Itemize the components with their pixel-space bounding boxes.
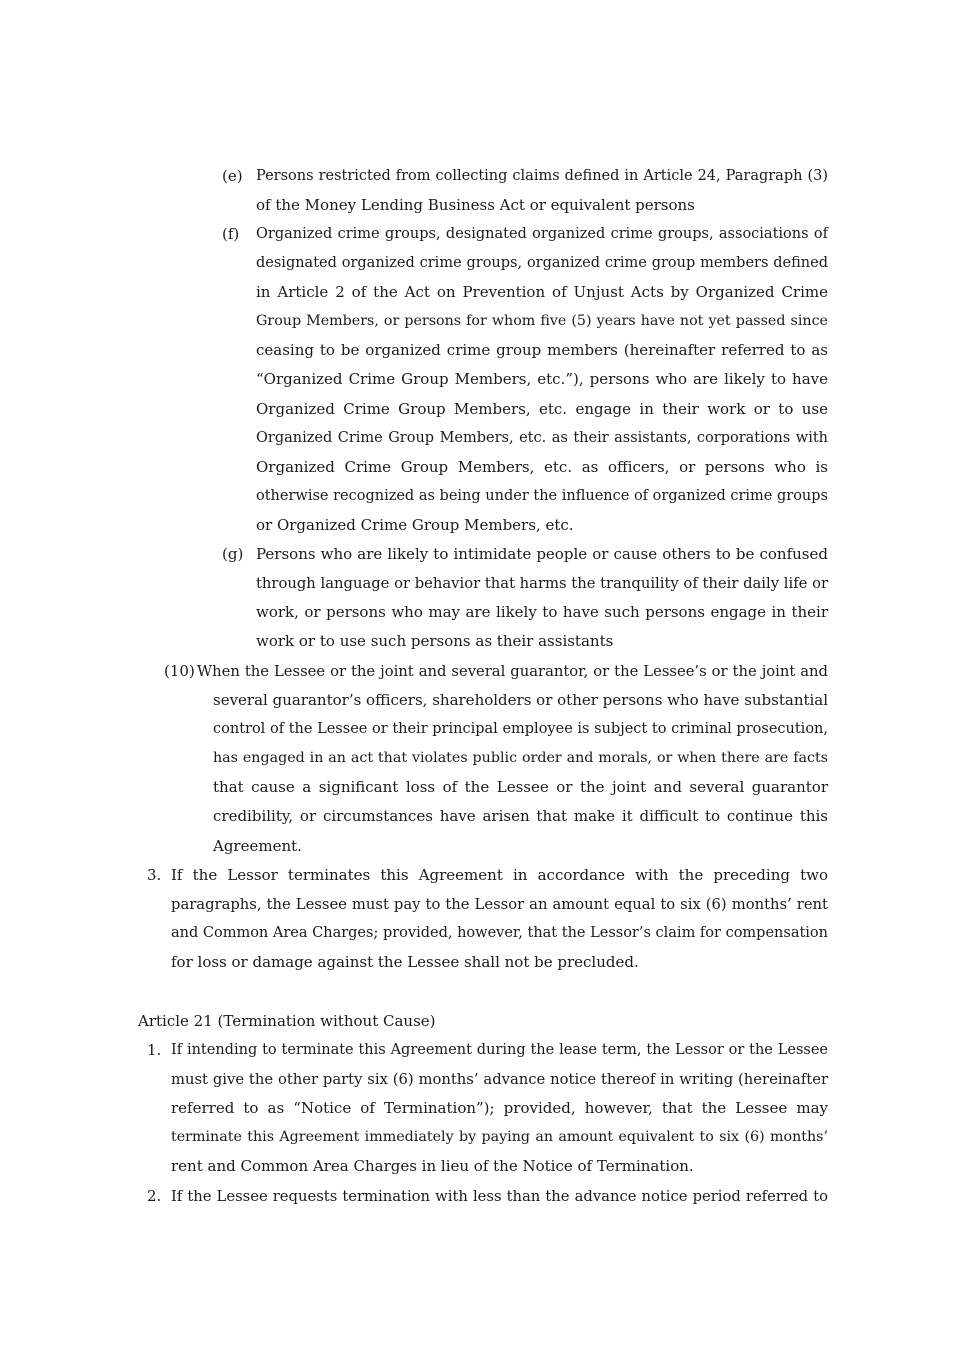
article-item-marker-1: 1. bbox=[147, 1041, 162, 1059]
item-10-text bbox=[197, 657, 829, 861]
text-line: terminate this Agreement immediately by paying an amount equivalent to six (6) months’ bbox=[171, 1129, 828, 1146]
text-line: work or to use such persons as their assistants bbox=[256, 632, 614, 651]
text-line: that cause a significant loss of the Lessee or the joint and several guarantor bbox=[213, 778, 828, 797]
article-item-1-text bbox=[171, 1036, 828, 1181]
article-heading: Article 21 (Termination without Cause) bbox=[138, 1012, 436, 1030]
text-line: Organized Crime Group Members, etc. as their assistants, corporations with bbox=[256, 429, 828, 446]
text-line: must give the other party six (6) months’ advance notice thereof in writing (hereinafter bbox=[171, 1071, 828, 1089]
text-line: Group Members, or persons for whom five (5) years have not yet passed since bbox=[256, 313, 828, 330]
text-line: work, or persons who may are likely to have such persons engage in their bbox=[256, 603, 828, 622]
text-line: Organized Crime Group Members, etc. as officers, or persons who is bbox=[256, 457, 828, 476]
text-line: and Common Area Charges; provided, however, that the Lessor’s claim for compensation bbox=[171, 925, 828, 942]
item-marker-3: 3. bbox=[147, 866, 162, 884]
text-line: Persons who are likely to intimidate people or cause others to be confused bbox=[256, 545, 828, 563]
item-marker-10: (10) bbox=[164, 662, 195, 680]
item-marker-f: (f) bbox=[222, 225, 240, 243]
text-line: If the Lessee requests termination with less than the advance notice period referred to bbox=[171, 1188, 828, 1205]
item-f-text bbox=[256, 220, 828, 540]
text-line: rent and Common Area Charges in lieu of the Notice of Termination. bbox=[171, 1157, 694, 1176]
text-line: If intending to terminate this Agreement during the lease term, the Lessor or the Lessee bbox=[171, 1042, 828, 1058]
text-line: control of the Lessee or their principal employee is subject to criminal prosecution, bbox=[213, 721, 828, 738]
text-line: credibility, or circumstances have arisen that make it difficult to continue this bbox=[213, 807, 828, 826]
item-3-text bbox=[171, 861, 828, 977]
text-line: Agreement. bbox=[213, 836, 302, 855]
text-line: for loss or damage against the Lessee shall not be precluded. bbox=[171, 953, 639, 972]
article-item-2-text bbox=[171, 1182, 828, 1211]
text-line: “Organized Crime Group Members, etc.”), persons who are likely to have bbox=[256, 370, 828, 389]
item-g-text bbox=[256, 540, 828, 656]
article-item-marker-2: 2. bbox=[147, 1187, 162, 1205]
text-line: of the Money Lending Business Act or equivalent persons bbox=[256, 196, 695, 215]
text-line: Organized Crime Group Members, etc. engage in their work or to use bbox=[256, 399, 828, 418]
text-line: through language or behavior that harms the tranquility of their daily life or bbox=[256, 575, 829, 593]
text-line: has engaged in an act that violates public order and morals, or when there are facts bbox=[213, 750, 828, 767]
text-line: in Article 2 of the Act on Prevention of Unjust Acts by Organized Crime bbox=[256, 283, 828, 302]
text-line: When the Lessee or the joint and several guarantor, or the Lessee’s or the joint and bbox=[197, 663, 828, 680]
text-line: several guarantor’s officers, shareholders or other persons who have substantial bbox=[213, 691, 829, 710]
text-line: Persons restricted from collecting claims defined in Article 24, Paragraph (3) bbox=[256, 168, 828, 184]
item-marker-g: (g) bbox=[222, 545, 244, 563]
text-line: ceasing to be organized crime group members (hereinafter referred to as bbox=[256, 341, 828, 360]
text-line: or Organized Crime Group Members, etc. bbox=[256, 515, 574, 534]
text-line: otherwise recognized as being under the influence of organized crime groups bbox=[256, 487, 828, 504]
text-line: If the Lessor terminates this Agreement in accordance with the preceding two bbox=[171, 866, 828, 884]
text-line: designated organized crime groups, organized crime group members defined bbox=[256, 255, 828, 272]
text-line: Organized crime groups, designated organized crime groups, associations of bbox=[256, 226, 828, 242]
text-line: paragraphs, the Lessee must pay to the Lessor an amount equal to six (6) months’ rent bbox=[171, 896, 828, 914]
item-marker-e: (e) bbox=[222, 167, 243, 185]
text-line: referred to as “Notice of Termination”); provided, however, that the Lessee may bbox=[171, 1099, 828, 1118]
item-e-text bbox=[256, 162, 828, 220]
